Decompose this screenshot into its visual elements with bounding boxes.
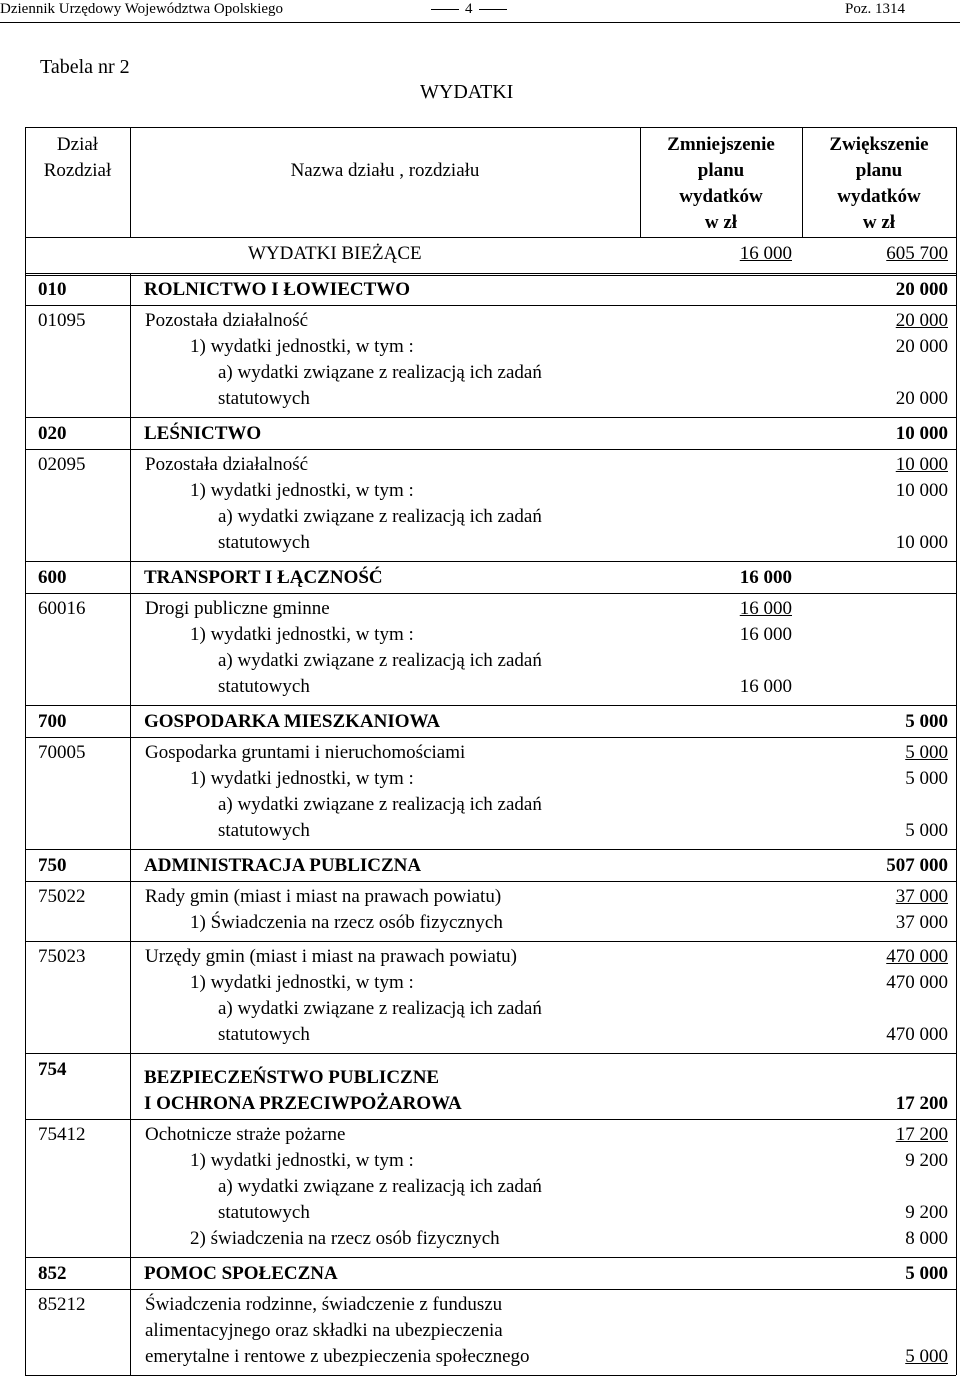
table-rule (25, 737, 956, 738)
totals-decrease: 16 000 (739, 243, 792, 264)
line-label: a) wydatki związane z realizacją ich zadań (218, 998, 542, 1019)
line-label: 1) wydatki jednostki, w tym : (190, 480, 414, 501)
column-rule (130, 127, 131, 237)
column-header-increase: w zł (862, 212, 896, 233)
line-label: a) wydatki związane z realizacją ich zadań (218, 1176, 542, 1197)
table-rule (25, 561, 956, 562)
column-rule (130, 273, 131, 1375)
line-increase: 470 000 (886, 1024, 948, 1045)
line-increase: 37 000 (895, 912, 948, 933)
line-increase: 10 000 (895, 454, 948, 475)
section-title: POMOC SPOŁECZNA (144, 1263, 338, 1284)
table-rule (25, 705, 956, 706)
column-header-code: Dział (56, 134, 99, 155)
table-rule (25, 305, 956, 306)
line-decrease: 16 000 (739, 624, 792, 645)
line-label: 2) świadczenia na rzecz osób fizycznych (190, 1228, 500, 1249)
table-rule (25, 1119, 956, 1120)
publication-name: Dziennik Urzędowy Województwa Opolskiego (0, 1, 284, 17)
section-decrease: 16 000 (739, 567, 792, 588)
column-header-decrease: Zmniejszenie (667, 134, 775, 155)
line-increase: 5 000 (905, 742, 948, 763)
section-code: 750 (38, 855, 67, 876)
table-rule (25, 1289, 956, 1290)
section-code: 010 (38, 279, 67, 300)
section-title: ADMINISTRACJA PUBLICZNA (144, 855, 422, 876)
line-increase: 5 000 (905, 768, 948, 789)
line-increase: 20 000 (895, 336, 948, 357)
column-header-name: Nazwa działu , rozdziału (290, 160, 480, 181)
column-rule (25, 127, 26, 1375)
line-increase: 20 000 (895, 388, 948, 409)
line-label: a) wydatki związane z realizacją ich zadań (218, 362, 542, 383)
table-rule (25, 1053, 956, 1054)
section-title: LEŚNICTWO (144, 423, 262, 444)
totals-label: WYDATKI BIEŻĄCE (248, 243, 422, 264)
line-increase: 37 000 (895, 886, 948, 907)
line-label: Pozostała działalność (145, 310, 309, 331)
line-increase: 9 200 (905, 1150, 948, 1171)
section-increase: 5 000 (905, 1263, 948, 1284)
chapter-code: 75022 (38, 886, 86, 907)
column-header-decrease: w zł (704, 212, 738, 233)
chapter-code: 01095 (38, 310, 86, 331)
chapter-code: 60016 (38, 598, 86, 619)
chapter-code: 75023 (38, 946, 86, 967)
column-header-decrease: wydatków (679, 186, 763, 207)
column-header-decrease: planu (697, 160, 745, 181)
table-rule (25, 127, 956, 128)
line-label: Gospodarka gruntami i nieruchomościami (145, 742, 466, 763)
section-code: 700 (38, 711, 67, 732)
line-label: a) wydatki związane z realizacją ich zadań (218, 794, 542, 815)
table-rule (25, 417, 956, 418)
line-label: emerytalne i rentowe z ubezpieczenia społecznego (145, 1346, 530, 1367)
section-code: 600 (38, 567, 67, 588)
section-increase: 10 000 (895, 423, 948, 444)
line-decrease: 16 000 (739, 676, 792, 697)
section-title: I OCHRONA PRZECIWPOŻAROWA (144, 1093, 462, 1114)
line-increase: 8 000 (905, 1228, 948, 1249)
section-increase: 5 000 (905, 711, 948, 732)
column-rule (802, 127, 803, 237)
column-header-increase: Zwiększenie (829, 134, 929, 155)
line-label: statutowych (218, 820, 310, 841)
section-increase: 20 000 (895, 279, 948, 300)
line-label: a) wydatki związane z realizacją ich zadań (218, 650, 542, 671)
line-increase: 5 000 (905, 820, 948, 841)
line-label: 1) Świadczenia na rzecz osób fizycznych (190, 912, 503, 933)
line-increase: 10 000 (895, 480, 948, 501)
chapter-code: 02095 (38, 454, 86, 475)
line-label: Świadczenia rodzinne, świadczenie z funduszu (145, 1294, 503, 1315)
section-title: ROLNICTWO I ŁOWIECTWO (144, 279, 411, 300)
section-title: TRANSPORT I ŁĄCZNOŚĆ (144, 567, 383, 588)
line-increase: 5 000 (905, 1346, 948, 1367)
table-rule (25, 273, 956, 276)
chapter-code: 70005 (38, 742, 86, 763)
line-label: statutowych (218, 1024, 310, 1045)
line-label: 1) wydatki jednostki, w tym : (190, 1150, 414, 1171)
line-label: Pozostała działalność (145, 454, 309, 475)
line-label: 1) wydatki jednostki, w tym : (190, 768, 414, 789)
section-code: 020 (38, 423, 67, 444)
section-increase: 17 200 (895, 1093, 948, 1114)
line-label: Rady gmin (miast i miast na prawach powiatu) (145, 886, 502, 907)
page-header (0, 0, 960, 23)
position-number: Poz. 1314 (845, 1, 905, 17)
line-label: alimentacyjnego oraz składki na ubezpieczenia (145, 1320, 503, 1341)
table-rule (25, 881, 956, 882)
section-code: 754 (38, 1059, 67, 1080)
line-label: 1) wydatki jednostki, w tym : (190, 624, 414, 645)
line-increase: 17 200 (895, 1124, 948, 1145)
line-label: statutowych (218, 532, 310, 553)
section-increase: 507 000 (886, 855, 948, 876)
table-rule (25, 849, 956, 850)
line-increase: 10 000 (895, 532, 948, 553)
column-rule (640, 127, 641, 237)
chapter-code: 75412 (38, 1124, 86, 1145)
totals-increase: 605 700 (886, 243, 948, 264)
line-label: Ochotnicze straże pożarne (145, 1124, 346, 1145)
column-header-increase: wydatków (837, 186, 921, 207)
line-label: 1) wydatki jednostki, w tym : (190, 972, 414, 993)
line-label: a) wydatki związane z realizacją ich zadań (218, 506, 542, 527)
column-rule (956, 127, 957, 1375)
line-label: Urzędy gmin (miast i miast na prawach powiatu) (145, 946, 517, 967)
line-increase: 20 000 (895, 310, 948, 331)
line-decrease: 16 000 (739, 598, 792, 619)
section-title: BEZPIECZEŃSTWO PUBLICZNE (144, 1067, 440, 1088)
section-title: WYDATKI (420, 81, 514, 103)
table-label: Tabela nr 2 (40, 56, 130, 78)
table-rule (25, 941, 956, 942)
line-label: statutowych (218, 1202, 310, 1223)
line-label: statutowych (218, 388, 310, 409)
table-rule (25, 1257, 956, 1258)
column-header-increase: planu (855, 160, 903, 181)
line-label: statutowych (218, 676, 310, 697)
table-rule (25, 593, 956, 594)
section-title: GOSPODARKA MIESZKANIOWA (144, 711, 441, 732)
line-increase: 9 200 (905, 1202, 948, 1223)
chapter-code: 85212 (38, 1294, 86, 1315)
table-rule (25, 449, 956, 450)
line-label: 1) wydatki jednostki, w tym : (190, 336, 414, 357)
line-label: Drogi publiczne gminne (145, 598, 330, 619)
line-increase: 470 000 (886, 972, 948, 993)
section-code: 852 (38, 1263, 67, 1284)
column-header-code: Rozdział (43, 160, 112, 181)
line-increase: 470 000 (886, 946, 948, 967)
page-number: 4 (425, 1, 513, 18)
table-rule (25, 237, 956, 238)
